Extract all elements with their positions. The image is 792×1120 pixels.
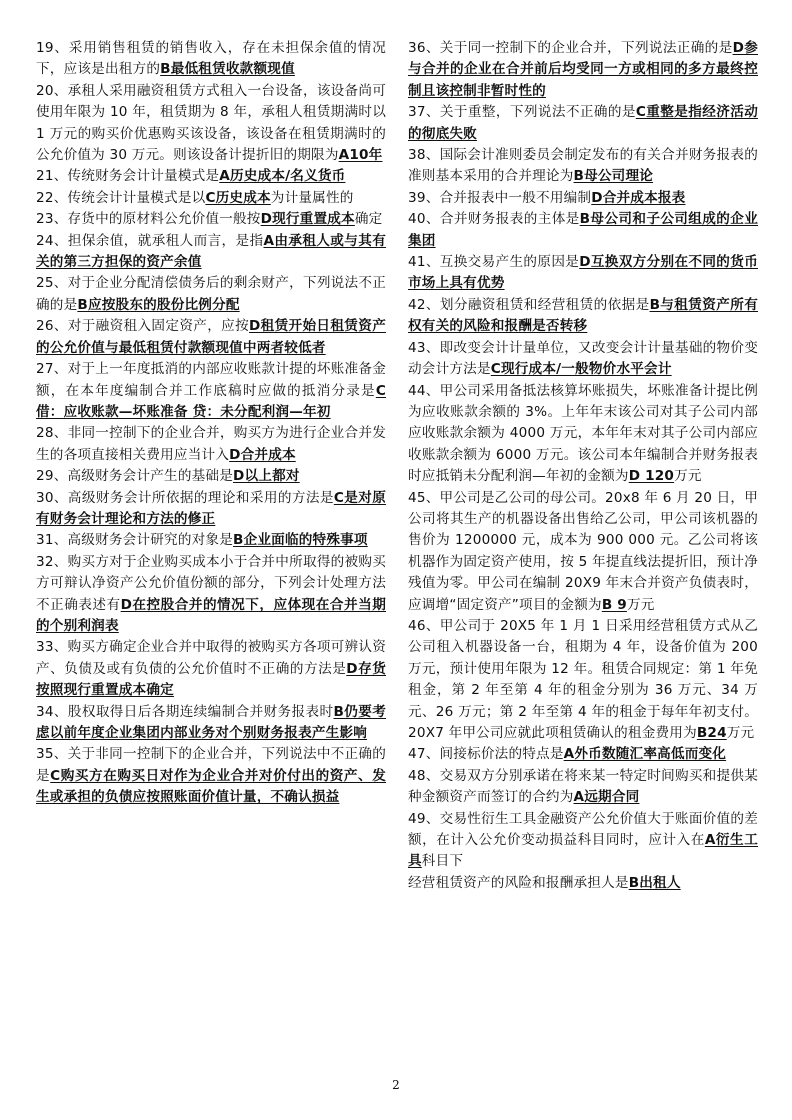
answer-text: D在控股合并的情况下，应体现在合并当期的个别利润表 [36, 596, 387, 634]
question-text: 27、对于上一年度抵消的内部应收账款计提的坏账准备金额，在本年度编制合并工作底稿时应做的抵消分录是 [36, 361, 386, 399]
answer-text: A历史成本/名义货币 [219, 168, 346, 185]
question-45 [408, 488, 758, 616]
question-43 [408, 338, 758, 381]
question-22 [36, 188, 386, 209]
question-tail: 万元 [674, 468, 702, 485]
question-text: 21、传统财务会计计量模式是 [36, 168, 220, 185]
question-24 [36, 231, 386, 274]
answer-text: A外币数随汇率高低而变化 [563, 746, 727, 763]
answer-text: C购买方在购买日对作为企业合并对价付出的资产、发生或承担的负债应按照账面价值计量，不确认损益 [36, 767, 387, 806]
question-text: 32、购买方对于企业购买成本小于合并中所取得的被购买方可辩认净资产公允价值份额的部分，下列会计处理方法不正确表述有 [36, 553, 386, 613]
answer-text: D以上都对 [233, 468, 300, 485]
question-23 [36, 209, 386, 230]
answer-text: C现行成本/一般物价水平会计 [490, 361, 672, 378]
question-text: 24、担保余值，就承租人而言，是指 [36, 232, 264, 249]
answer-text: C借：应收账款—坏账准备 贷：未分配利润—年初 [36, 382, 386, 420]
question-text: 38、国际会计准则委员会制定发布的有关合并财务报表的准则基本采用的合并理论为 [408, 147, 758, 185]
question-text: 40、合并财务报表的主体是 [408, 211, 580, 228]
question-49 [408, 809, 758, 873]
question-text: 44、甲公司采用备抵法核算坏账损失，坏账准备计提比例为应收账款余额的 3%。上年年末该公司对其子公司内部应收账款余额为 4000 万元，本年年末对其子公司内部应收账款余额为 6000 万元。该公司本年编制合并财务报表时应抵销未分配利润—年初的金额为 [408, 382, 758, 485]
question-tail: 科目下 [421, 853, 464, 870]
question-text: 43、即改变会计计量单位，又改变会计计量基础的物价变动会计方法是 [408, 339, 758, 378]
question-text: 36、关于同一控制下的企业合并，下列说法正确的是 [408, 40, 733, 56]
answer-text: D参与合并的企业在合并前后均受同一方或相同的多方最终控制且该控制非暂时性的 [408, 40, 758, 99]
question-text: 20、承租人采用融资租赁方式租入一台设备，该设备尚可使用年限为 10 年，租赁期为 8 年，承租人租赁期满时以 1 万元的购买价优惠购买该设备，该设备在租赁期满时的公允价值为 30 万元。则该设备计提折旧的期限为 [36, 82, 386, 164]
question-text: 42、划分融资租赁和经营租赁的依据是 [408, 296, 650, 313]
answer-text: D合并成本报表 [591, 189, 686, 206]
question-text: 30、高级财务会计所依据的理论和采用的方法是 [36, 489, 334, 506]
answer-text: A远期合同 [573, 789, 640, 806]
question-47 [408, 744, 758, 765]
question-33 [36, 637, 386, 701]
question-36 [408, 38, 758, 102]
answer-text: D存货按照现行重置成本确定 [36, 660, 386, 699]
question-27 [36, 359, 386, 423]
answer-text: B企业面临的特殊事项 [233, 532, 368, 549]
question-28 [36, 423, 386, 466]
question-26 [36, 316, 386, 359]
question-text: 31、高级财务会计研究的对象是 [36, 532, 234, 549]
question-text: 45、甲公司是乙公司的母公司。20x8 年 6 月 20 日，甲公司将其生产的机器设备出售给乙公司，甲公司该机器的售价为 1200000 元，成本为 900 000 元。乙公司将该机器作为固定资产使用，按 5 年提直线法提折旧，预计净残值为零。甲公司在编制 20X9 年末合并资产负债表时，应调增“固定资产”项目的金额为 [408, 489, 758, 613]
answer-text: C历史成本 [205, 189, 271, 206]
question-text: 34、股权取得日后各期连续编制合并财务报表时 [36, 703, 334, 720]
answer-text: B 9 [601, 596, 627, 613]
answer-text: A由承租人或与其有关的第三方担保的资产余值 [36, 232, 386, 271]
question-text: 22、传统会计计量模式是以 [36, 189, 206, 206]
answer-text: A10年 [338, 147, 383, 164]
question-42 [408, 295, 758, 338]
question-text: 47、间接标价法的特点是 [408, 746, 564, 763]
question-30 [36, 488, 386, 531]
question-tail: 为计量属性的 [270, 189, 354, 206]
question-21 [36, 166, 386, 187]
question-text: 经营租赁资产的风险和报酬承担人是 [408, 874, 629, 891]
question-39 [408, 188, 758, 209]
question-text: 49、交易性衍生工具金融资产公允价值大于账面价值的差额，在计入公允价变动损益科目同时，应计入在 [408, 810, 758, 849]
question-text: 29、高级财务会计产生的基础是 [36, 468, 234, 485]
question-20 [36, 81, 386, 167]
question-31 [36, 530, 386, 551]
question-text: 23、存货中的原材料公允价值一般按 [36, 211, 261, 228]
question-37 [408, 102, 758, 145]
answer-text: B最低租赁收款额现值 [160, 61, 295, 78]
answer-text: C是对原有财务会计理论和方法的修正 [36, 489, 386, 527]
answer-text: B母公司和子公司组成的企业集团 [408, 211, 758, 249]
answer-text: A衍生工具 [408, 832, 758, 870]
left-column [36, 38, 386, 809]
answer-text: B母公司理论 [573, 168, 654, 185]
page-number: 2 [392, 1078, 400, 1092]
question-text: 39、合并报表中一般不用编制 [408, 189, 592, 206]
question-text: 46、甲公司于 20X5 年 1 月 1 日采用经营租赁方式从乙公司租入机器设备一台，租期为 4 年，设备价值为 200 万元，预计使用年限为 12 年。租赁合同规定：第 1 年免租金，第 2 年至第 4 年的租金分别为 36 万元、34 万元、26 万元；第 2 年至第 4 年的租金于每年年初支付。20X7 年甲公司应就此项租赁确认的租金费用为 [408, 617, 758, 741]
answer-text: B24 [696, 725, 727, 741]
question-text: 33、购买方确定企业合并中取得的被购买方各项可辨认资产、负债及或有负债的公允价值时不正确的方法是 [36, 639, 386, 677]
answer-text: C重整是指经济活动的彻底失败 [408, 104, 758, 142]
answer-text: B应按股东的股份比例分配 [77, 296, 240, 313]
answer-text: B出租人 [628, 874, 681, 891]
right-column [408, 38, 758, 894]
answer-text: D互换双方分别在不同的货币市场上具有优势 [408, 254, 758, 292]
question-tail: 万元 [726, 725, 755, 741]
question-text: 48、交易双方分别承诺在将来某一特定时间购买和提供某种金额资产而签订的合约为 [408, 767, 758, 806]
answer-text: D 120 [628, 468, 675, 485]
question-19 [36, 38, 386, 81]
question-38 [408, 145, 758, 188]
question-44 [408, 381, 758, 488]
question-text: 41、互换交易产生的原因是 [408, 254, 580, 271]
question-text: 35、关于非同一控制下的企业合并，下列说法中不正确的是 [36, 746, 386, 784]
question-46 [408, 616, 758, 744]
question-operating-lease [408, 873, 758, 894]
question-text: 37、关于重整，下列说法不正确的是 [408, 104, 636, 121]
question-41 [408, 252, 758, 295]
question-40 [408, 209, 758, 252]
question-tail: 确定 [354, 211, 383, 228]
question-34 [36, 702, 386, 745]
answer-text: B与租赁资产所有权有关的风险和报酬是否转移 [408, 296, 758, 335]
question-25 [36, 273, 386, 316]
question-text: 26、对于融资租入固定资产，应按 [36, 318, 250, 335]
question-text: 28、非同一控制下的企业合并，购买方为进行企业合并发生的各项直接相关费用应当计入 [36, 425, 386, 463]
question-48 [408, 766, 758, 809]
question-tail: 万元 [626, 596, 655, 613]
answer-text: D租赁开始日租赁资产的公允价值与最低租赁付款额现值中两者较低者 [36, 318, 386, 356]
question-29 [36, 466, 386, 487]
question-text: 25、对于企业分配清偿债务后的剩余财产，下列说法不正确的是 [36, 275, 386, 313]
question-32 [36, 552, 386, 638]
question-35 [36, 744, 386, 808]
question-text: 19、采用销售租赁的销售收入，存在未担保余值的情况下，应该是出租方的 [36, 40, 386, 78]
answer-text: D现行重置成本 [260, 211, 355, 228]
answer-text: B仍要考虑以前年度企业集团内部业务对个别财务报表产生影响 [36, 703, 386, 741]
answer-text: D合并成本 [229, 446, 296, 463]
